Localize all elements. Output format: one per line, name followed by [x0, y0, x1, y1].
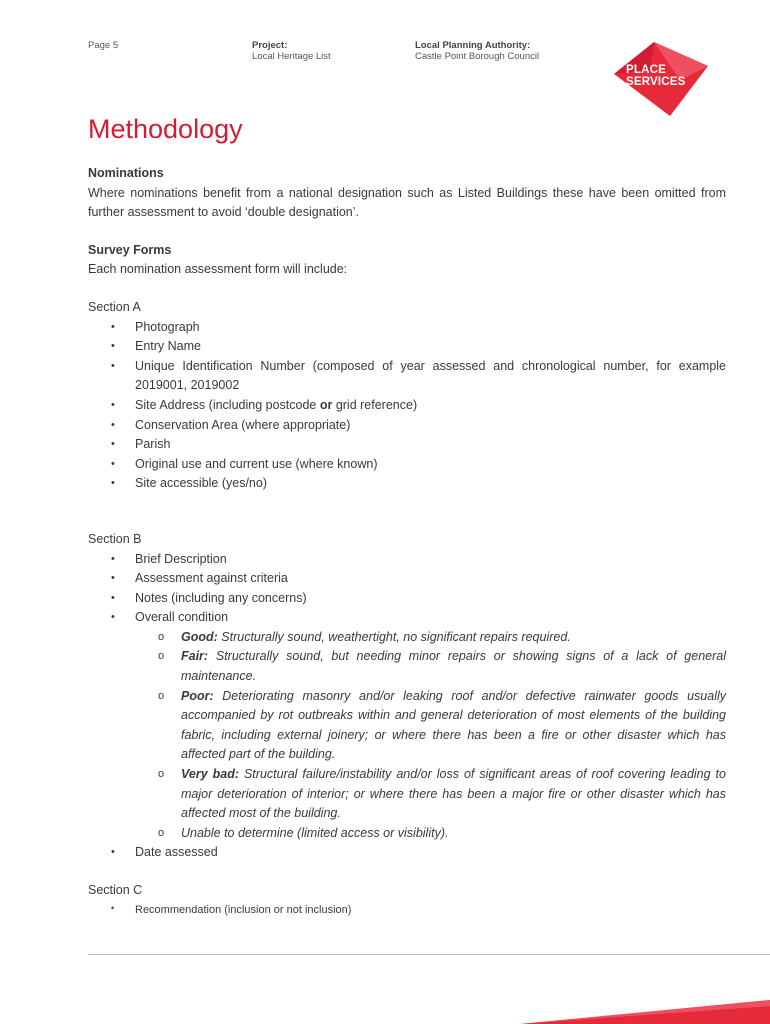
- project-value: Local Heritage List: [252, 51, 331, 62]
- logo-line2: SERVICES: [626, 76, 686, 88]
- list-item: • Photograph: [88, 318, 726, 338]
- section-a-heading: Section A: [88, 299, 141, 314]
- list-item: • Parish: [88, 435, 726, 455]
- condition-text: Structurally sound, weathertight, no significant repairs required.: [217, 629, 571, 644]
- condition-text: Unable to determine (limited access or visibility).: [181, 825, 449, 840]
- condition-label: Poor:: [181, 688, 214, 703]
- survey-forms-text: Each nomination assessment form will include:: [88, 262, 348, 277]
- condition-fair: [88, 647, 726, 686]
- nominations-text: Where nominations benefit from a national designation such as Listed Buildings these have been omitted from further assessment to avoid ‘double designation’.: [88, 185, 726, 220]
- section-b-list-end: [88, 843, 726, 863]
- condition-very-bad: [88, 765, 726, 824]
- project-info: [252, 40, 331, 62]
- project-label: Project:: [252, 40, 288, 51]
- list-item: [88, 396, 726, 416]
- lpa-info: [415, 40, 539, 62]
- list-item: • Recommendation (inclusion or not inclusion): [88, 901, 726, 917]
- list-item: • Conservation Area (where appropriate): [88, 416, 726, 436]
- list-item-bold: or: [319, 397, 333, 412]
- condition-text: Structurally sound, but needing minor repairs or showing signs of a lack of general maintenance.: [181, 649, 726, 684]
- list-item: • Assessment against criteria: [88, 569, 726, 589]
- main-content: [88, 164, 726, 917]
- logo-line1: PLACE: [626, 64, 666, 76]
- condition-poor: [88, 687, 726, 765]
- condition-label: Good:: [181, 629, 218, 644]
- list-item: • Unique Identification Number (composed of year assessed and chronological number, for example 2019001, 2019002: [88, 357, 726, 396]
- survey-forms-heading: Survey Forms: [88, 242, 172, 257]
- list-item: • Overall condition: [88, 608, 726, 628]
- section-c-list: [88, 901, 726, 917]
- condition-label: Very bad:: [181, 767, 239, 782]
- footer-wedge-icon: [0, 990, 770, 1024]
- list-item-text: Site Address (including postcode: [135, 397, 320, 412]
- nominations-heading: Nominations: [88, 166, 164, 180]
- section-b-list: [88, 550, 726, 628]
- footer-divider: [88, 954, 770, 955]
- page-number-text: Page 5: [88, 40, 119, 51]
- list-item: • Date assessed: [88, 843, 726, 863]
- page-number: [88, 40, 118, 51]
- condition-label: Fair:: [181, 649, 209, 664]
- place-services-logo: [610, 40, 710, 116]
- condition-good: [88, 628, 726, 648]
- condition-text: Deteriorating masonry and/or leaking roof and/or defective rainwater goods usually accompanied by rot outbreaks within and general deterioration of most elements of the building fabric, including external joinery; or where there has been a fire or other disaster which has affected part of the building.: [181, 688, 726, 762]
- logo-text: [626, 64, 686, 88]
- lpa-value: Castle Point Borough Council: [415, 51, 540, 62]
- list-item: • Entry Name: [88, 337, 726, 357]
- list-item: • Site accessible (yes/no): [88, 474, 726, 494]
- section-c-heading: Section C: [88, 883, 143, 897]
- list-item: • Notes (including any concerns): [88, 589, 726, 609]
- page-title: Methodology: [88, 114, 243, 144]
- condition-text: Structural failure/instability and/or loss of significant areas of roof covering leading to major deterioration of interior; or where there has been a major fire or other disaster which has affected most of the building.: [181, 767, 726, 821]
- list-item: • Brief Description: [88, 550, 726, 570]
- section-b-heading: Section B: [88, 531, 142, 546]
- condition-unable: [88, 824, 726, 844]
- list-item: • Original use and current use (where known): [88, 455, 726, 475]
- list-item-text: grid reference): [332, 397, 418, 412]
- lpa-label: Local Planning Authority:: [415, 40, 531, 51]
- section-a-list: [88, 318, 726, 494]
- condition-list: [88, 628, 726, 844]
